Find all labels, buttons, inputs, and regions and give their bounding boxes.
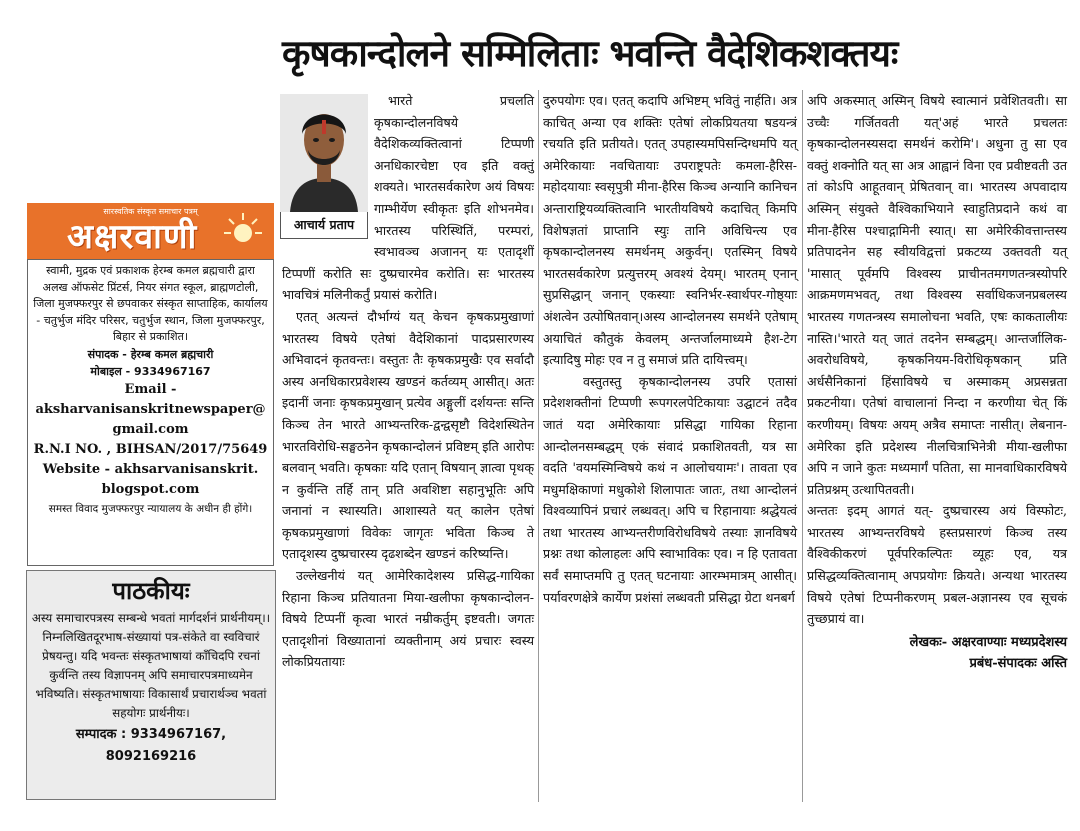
- editor-name: संपादक - हेरम्ब कमल ब्रह्मचारी: [87, 347, 214, 361]
- rni-number: R.N.I NO. , BIHSAN/2017/75649: [33, 441, 268, 457]
- readers-phone-2: 8092169216: [105, 749, 197, 764]
- author-photo-block: [280, 94, 368, 244]
- mobile-number: मोबाइल - 9334967167: [90, 364, 211, 378]
- rising-sun-icon: [223, 209, 263, 249]
- logo-text: अक्षरवाणी: [67, 217, 198, 257]
- article-paragraph: दुरुपयोगः एव। एतत् कदापि अभिष्टम् भवितुं नार्हति। अत्र काचित् अन्या एव शक्तिः एतेषां लोकप्रियतया षडयन्त्रं रचयति इति प्रतीयते। एतत् उपहास्यमपिसन्दिग्धमपि यत् अमेरिकायाः नवचितायाः उपराष्ट्रपतेः कमला-हैरिस-महोदयायाः स्वसृपुत्री मीना-हैरिस किञ्च अन्यानि कानिचन अन्ताराष्ट्रियव्यक्तित्वानि भारतीयविषये कदाचित् किमपि विशेषज्ञतां प्राप्तानि स्युः तानि अविचिन्त्य एव कृषकान्दोलनस्य समर्थनम् अकुर्वन्। एतस्मिन् विषये भारतसर्वकारेण प्रत्युत्तरम् अवश्यं देयम्। भारतम् एनान् सुप्रसिद्धान् जनान् एकस्याः स्वनिर्भर-स्वार्थपर-गोष्ठ्याः अंशत्वेन उत्पोषितवान्।अस्य आन्दोलनस्य समर्थने एतेषाम् अयाचितं कौतुकं केवलम् अन्तर्जालमाध्यमे हैश-टेग इत्यादिषु मोहः एव न तु समाजं प्रति दायित्त्वम्।: [543, 93, 797, 368]
- readers-title: पाठकीयः: [112, 577, 190, 605]
- readers-box: [26, 570, 276, 800]
- jurisdiction-note: समस्त विवाद मुजफ्फरपुर न्यायालय के अधीन ही होंगे।: [48, 502, 253, 515]
- masthead-tagline: सारस्वतिक संस्कृत समाचार पत्रम्: [103, 207, 198, 216]
- readers-body: अस्य समाचारपत्रस्य सम्बन्धे भवतां मार्गदर्शनं प्रार्थनीयम्।। निम्नलिखितदूरभाष-संख्यायां पत्र-संकेते वा स्वविचारं प्रेषयन्तु। यदि भवन्तः संस्कृतभाषायां काँचिदपि रचनां कुर्वन्ति तस्य विज्ञापनम् अपि समाचारपत्रमाध्यमेन भविष्यति। संस्कृतभाषायाः विकासार्थं प्रचारार्थञ्च भवतां सहयोगः प्रार्थनीयः।: [31, 611, 271, 720]
- email-label: Email -: [124, 381, 177, 397]
- author-photo: [280, 94, 368, 212]
- imprint-text: स्वामी, मुद्रक एवं प्रकाशक हेरम्ब कमल ब्रह्मचारी द्वारा अलख ऑफसेट प्रिंटर्स, नियर संगत स्कूल, ब्राह्मणटोली, जिला मुजफ्फरपुर से छपवाकर संस्कृत साप्ताहिक, कार्यालय - चतुर्भुज मंदिर परिसर, चतुर्भुज स्थान, जिला मुजफ्फरपुर, बिहार से प्रकाशित।: [33, 264, 268, 343]
- author-photo-caption: आचार्य प्रताप: [280, 212, 368, 239]
- email-address-line2: gmail.com: [112, 421, 189, 437]
- article-paragraph: अन्ततः इदम् आगतं यत्- दुष्प्रचारस्य अयं विस्फोटः, भारतस्य आभ्यन्तरविषये हस्तप्रसारणं किञ्च तस्य वैश्विकीकरणं पूर्वपरिकल्पितः व्यूहः एव, यत्र प्रसिद्धव्यक्तित्वानाम् अपप्रयोगः क्रियते। अन्यथा भारतस्य विषये एतेषां टिप्पनीकरणम् प्रबल-अज्ञानस्य एव सूचकं तुच्छप्रायं वा।: [807, 503, 1067, 627]
- website-line2: blogspot.com: [101, 481, 200, 497]
- author-designation: प्रबंध-संपादकः अस्ति: [969, 656, 1067, 672]
- article-column-1: [282, 90, 534, 673]
- headline: कृषकान्दोलने सम्मिलिताः भवन्ति वैदेशिकशक्तयः: [282, 32, 898, 75]
- website-line1: Website - akhsarvanisanskrit.: [42, 461, 259, 477]
- article-paragraph: भारते प्रचलति कृषकान्दोलनविषये वैदेशिकव्यक्तित्वानां टिप्पणी अनधिकारचेष्टा एव इति वक्तुं शक्यते। भारतसर्वकारेण अयं विषयः गाम्भीर्येण स्वीकृतः इति शोभनमेव। भारतस्य परिस्थितिं, परम्परां, स्वभावञ्च अजानन् यः एतादृशीं टिप्पणीं करोति सः दुष्प्रचारमेव करोति। सः भारतस्य भावचित्रं मलिनीकर्तुं प्रयासं करोति।: [282, 93, 534, 303]
- author-byline: लेखकः- अक्षरवाण्याः मध्यप्रदेशस्य: [909, 634, 1067, 650]
- article-column-3: [807, 90, 1067, 675]
- article-column-2: [543, 90, 797, 608]
- author-portrait-icon: [280, 94, 368, 212]
- masthead-logo: [27, 203, 274, 259]
- email-address-line1: aksharvanisanskritnewspaper@: [35, 401, 266, 417]
- column-divider: [802, 90, 803, 802]
- article-paragraph: उल्लेखनीयं यत् आमेरिकादेशस्य प्रसिद्ध-गायिका रिहाना किञ्च प्रतियातना मिया-खलीफा कृषकान्दोलन-विषये टिप्पनीं कृत्वा भारतं नम्रीकर्तुम् इष्टवती। जगतः एतादृशीनां विख्यातानां व्यक्तीनाम् अयं प्रचारः स्वस्य लोकप्रियतायाः: [282, 568, 534, 670]
- article-paragraph: वस्तुतस्तु कृषकान्दोलनस्य उपरि एतासां प्रदेशशक्तीनां टिप्पणी रूपगरलपेटिकायाः उद्घाटनं तदैव जातं यदा अमेरिकायाः प्रसिद्धा गायिका रिहाना आन्दोलनसम्बद्धम् एकं संवादं प्रकाशितवती, यत्र सा वदति 'वयमस्मिन्विषये कथं न आलोचयामः'। तावता एव मधुमक्षिकाणां मधुकोशे शिलापातः जातः, तथा आन्दोलनं विश्वव्यापिनं प्रचारं लब्धवत्। अपि च रिहानायाः श्रद्धेयत्वं तथा भारतस्य आभ्यन्तरीणविरोधविषये तस्याः ज्ञानविषये प्रश्नः तथा कोलाहलः अपि स्वाभाविकः एव। न हि एतावता सर्वं समाप्तमपि तु एतत् घटनायाः आरम्भमात्रम् आसीत्। पर्यावरणक्षेत्रे कार्येण प्रशंसां लब्धवती प्रसिद्धा ग्रेटा थनबर्ग: [543, 373, 797, 605]
- article-paragraph: एतत् अत्यन्तं दौर्भाग्यं यत् केचन कृषकप्रमुखाणां भारतस्य विषये एतेषां वैदेशिकानां पादप्रसारणस्य अभिवादनं कृतवन्तः। वस्तुतः तैः कृषकप्रमुखैः एव सर्वादौ अस्य अनधिकारप्रवेशस्य खण्डनं कर्तव्यम् आसीत्। अतः इदानीं जनाः कृषकप्रमुखान् प्रत्येव अङ्गुलीं दर्शयन्तः सन्ति किञ्च तेन भारते आभ्यन्तरिक-द्वन्द्वसृष्टौ विदेशस्थितेन भारतविरोधि-सङ्घठनेन कृषकान्दोलनं प्रविष्टम् इति आरोपः बलवान् भवति। कृषकाः यदि एतान् विषयान् ज्ञात्वा पृथक् न कुर्वन्ति तर्हि तान् प्रति अवशिष्टा सहानुभूतिः अपि जनानां न स्थास्यति। आशास्यते यत् कालेन एतेषां कृषकप्रमुखाणां विवेकः जागृतः भविता किञ्च ते एतादृशस्य दुष्प्रचारस्य दृढशब्देन खण्डनं करिष्यन्ति।: [282, 308, 534, 562]
- column-divider: [538, 90, 539, 802]
- imprint-box: [27, 259, 274, 566]
- article-paragraph: अपि अकस्मात् अस्मिन् विषये स्वात्मानं प्रवेशितवती। सा उच्चैः गर्जितवती यत्'अहं भारते प्रचलतः कृषकान्दोलनस्यसदा समर्थनं करोमि'। अधुना तु सा एव वक्तुं शक्नोति यत् सा अत्र आह्वानं विना एव प्रवीष्टवती उत तां कोऽपि आहूतवान् प्रेषितवान् वा। भारतस्य अपवादाय अस्मिन् संयुक्ते वैश्विकाभियाने स्वाहुतिप्रदाने कथं वा मीना-हैरिस पश्चाद्गामिनी स्यात्। सा अमेरिकीवत्तान्तस्य प्रतिपादनेन सह स्वीयविद्वत्तां प्रकटय्य उक्तवती यत् 'मासात् पूर्वमपि विश्वस्य प्राचीनतमगणतन्त्रस्योपरि आक्रमणमभवत्, तथा विश्वस्य सर्वाधिकजनप्रबलस्य भारतस्य गणतन्त्रस्य समालोचना भवति, एषः काकतालीयः नास्ति।'भारते यत् जातं तदनेन सम्बद्धम्। आन्तर्जालिक-अवरोधविषये, कृषकनियम-विरोधिकृषकान् प्रति अर्धसैनिकानां हिंसाविषये च अस्माकम् अप्रसन्नता प्रकटनीया। एतेषां वाचालानां निन्दा न करणीया चेत् किं करणीयम्। विषयः अयम् अत्रैव समाप्तः नासीत्। लेबनान-अमेरिका इति प्रदेशस्य नीलचित्राभिनेत्री मीया-खलीफा अपि न जाने कुतः मध्यमार्गं पतिता, सा मानवाधिकारविषये प्रतिप्रश्नम् उत्थापितवती।: [807, 93, 1067, 497]
- readers-phone-1: सम्पादक : 9334967167,: [75, 727, 227, 742]
